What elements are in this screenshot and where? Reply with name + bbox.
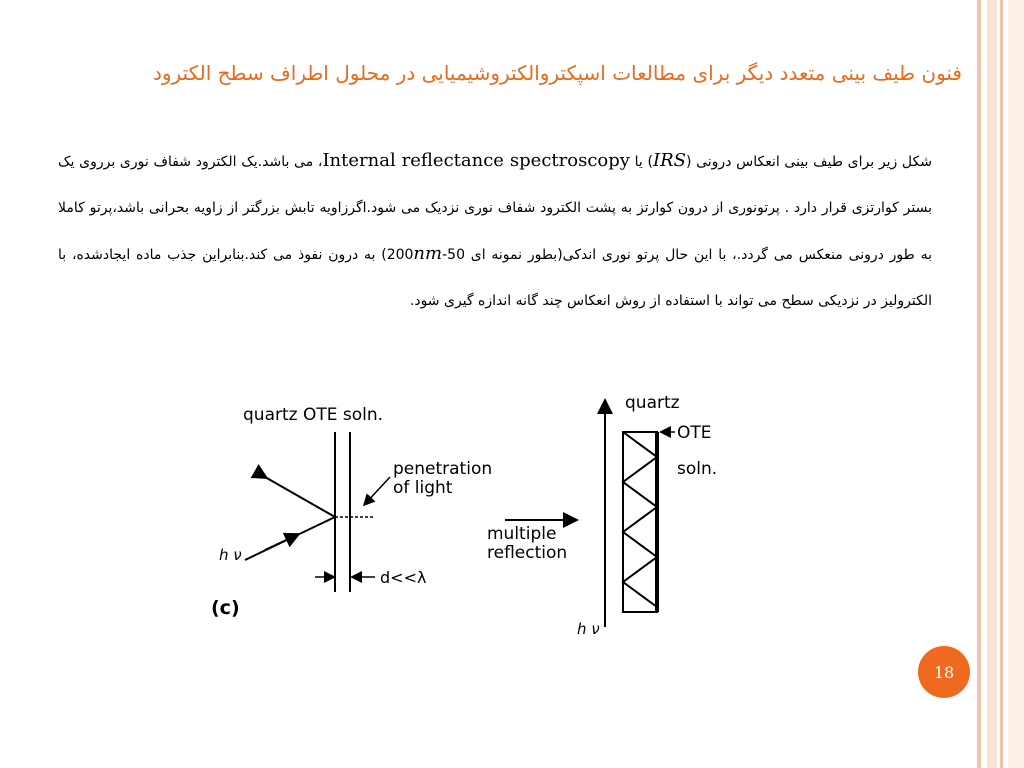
hv-bottom-label: h ν [577,620,600,638]
incident-arrow [265,535,297,550]
decor-stripe [1000,0,1003,768]
slide-body [58,138,932,324]
penetration-label-1: penetration [393,459,493,479]
reflected-ray [265,477,335,517]
body-text-d: ) به درون نفوذ می کند.بنابراین جذب ماده ایجادشده، با الکترولیز در نزدیکی سطح می تواند با استفاده از روش انعکاس چند گانه اندازه گیری شود. [58,247,932,309]
body-text-a: شکل زیر برای طیف بینی انعکاس درونی ( [685,154,932,170]
right-ote-label: OTE [677,423,712,443]
penetration-arrow [365,477,390,504]
hv-label: h ν [219,546,242,564]
nm-unit: nm [413,243,443,264]
zigzag-path [623,432,657,607]
right-soln-label: soln. [677,459,718,479]
panel-label: (c) [211,597,240,619]
multiple-label-1: multiple [487,524,557,544]
penetration-label-2: of light [393,478,453,498]
decor-stripe [987,0,997,768]
decor-stripe [977,0,981,768]
decor-stripe [1008,0,1024,768]
d-label: d<<λ [380,568,427,587]
slide-title: فنون طیف بینی متعدد دیگر برای مطالعات اسپکتروالکتروشیمیایی در محلول اطراف سطح الکترود [152,61,962,85]
irs-diagram [205,392,765,642]
body-text-c: ، می باشد.یک الکترود شفاف نوری برروی یک بستر کوارتزی قرار دارد . پرتونوری از درون کوارتز به پشت الکترود شفاف نوری نزدیک می شود.اگرزاویه تابش بزرگتر از زاویه بحرانی باشد،پرتو کاملا به طور درونی منعکس می گردد.، با این حال پرتو نوری اندکی(بطور نمونه ای 50-200 [58,154,932,263]
page-number-badge: 18 [918,646,970,698]
irs-abbrev: IRS [652,150,686,171]
english-term: Internal reflectance spectroscopy [322,150,630,171]
multiple-label-2: reflection [487,543,568,563]
body-paragraph [58,138,932,324]
right-quartz-label: quartz [625,393,680,413]
left-header-label: quartz OTE soln. [243,405,384,425]
body-text-b: ) یا [629,154,653,170]
